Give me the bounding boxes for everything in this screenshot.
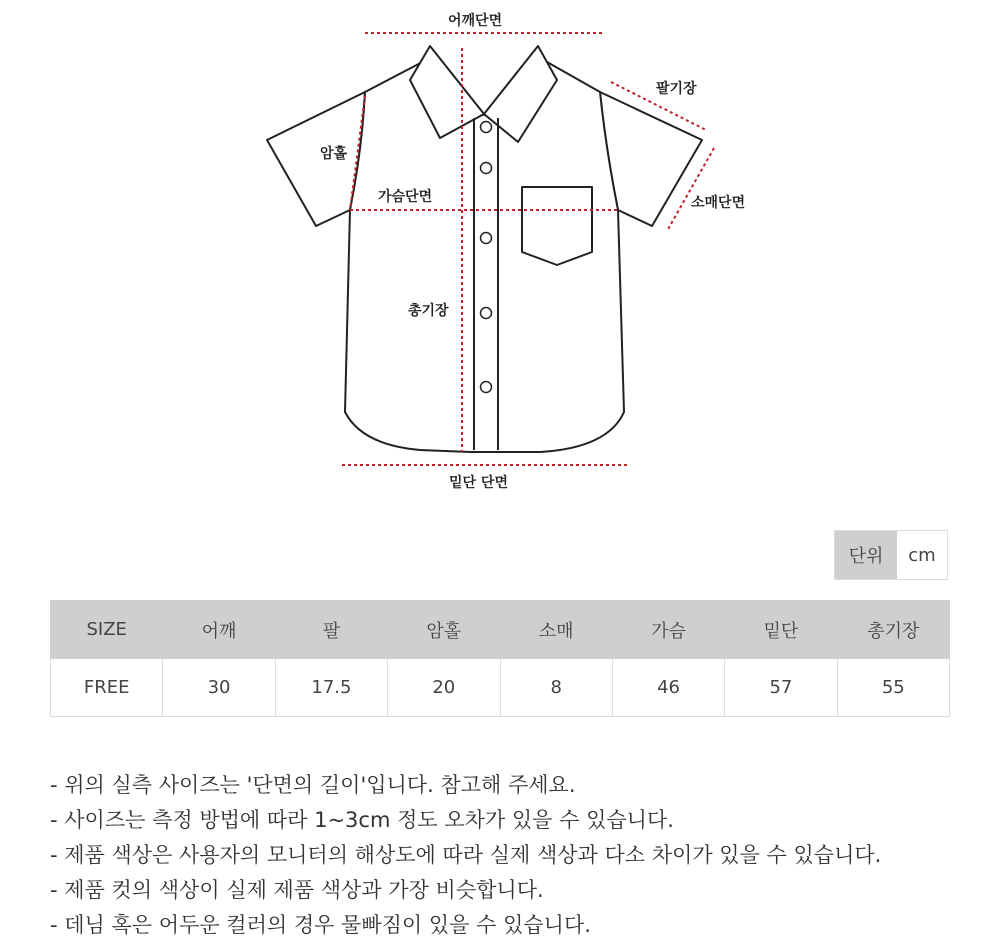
unit-label: 단위 bbox=[835, 531, 897, 579]
size-table bbox=[50, 600, 950, 717]
total-length-label: 총기장 bbox=[408, 303, 449, 319]
sleeve-length-label: 팔기장 bbox=[656, 81, 697, 97]
button-2 bbox=[481, 163, 492, 174]
unit-indicator bbox=[834, 530, 948, 580]
note-item: - 위의 실측 사이즈는 '단면의 길이'입니다. 참고해 주세요. bbox=[50, 773, 576, 797]
cell-total-length: 55 bbox=[837, 659, 949, 717]
cell-cuff: 8 bbox=[500, 659, 612, 717]
size-notes bbox=[50, 768, 881, 943]
header-sleeve: 팔 bbox=[275, 601, 387, 659]
header-hem: 밑단 bbox=[725, 601, 837, 659]
header-total-length: 총기장 bbox=[837, 601, 949, 659]
unit-value: cm bbox=[908, 544, 936, 566]
cell-sleeve: 17.5 bbox=[275, 659, 387, 717]
shoulder-label: 어깨단면 bbox=[448, 13, 503, 29]
sleeve-width-label: 소매단면 bbox=[691, 195, 746, 211]
cell-size: FREE bbox=[51, 659, 163, 717]
table-header-row bbox=[51, 601, 950, 659]
note-item: - 데님 혹은 어두운 컬러의 경우 물빠짐이 있을 수 있습니다. bbox=[50, 913, 591, 937]
button-5 bbox=[481, 382, 492, 393]
header-chest: 가슴 bbox=[612, 601, 724, 659]
button-1 bbox=[481, 122, 492, 133]
button-3 bbox=[481, 233, 492, 244]
header-cuff: 소매 bbox=[500, 601, 612, 659]
chest-label: 가슴단면 bbox=[378, 189, 433, 205]
cell-shoulder: 30 bbox=[163, 659, 275, 717]
cell-armhole: 20 bbox=[388, 659, 500, 717]
header-size: SIZE bbox=[51, 601, 163, 659]
note-item: - 제품 색상은 사용자의 모니터의 해상도에 따라 실제 색상과 다소 차이가 있을 수 있습니다. bbox=[50, 843, 882, 867]
cell-chest: 46 bbox=[612, 659, 724, 717]
table-row bbox=[51, 659, 950, 717]
header-armhole: 암홀 bbox=[388, 601, 500, 659]
cell-hem: 57 bbox=[725, 659, 837, 717]
armhole-label: 암홀 bbox=[320, 146, 348, 162]
button-4 bbox=[481, 308, 492, 319]
pocket bbox=[522, 187, 592, 265]
header-shoulder: 어깨 bbox=[163, 601, 275, 659]
note-item: - 제품 컷의 색상이 실제 제품 색상과 가장 비슷합니다. bbox=[50, 878, 544, 902]
note-item: - 사이즈는 측정 방법에 따라 1~3cm 정도 오차가 있을 수 있습니다. bbox=[50, 808, 674, 832]
hem-label: 밑단 단면 bbox=[449, 475, 508, 491]
